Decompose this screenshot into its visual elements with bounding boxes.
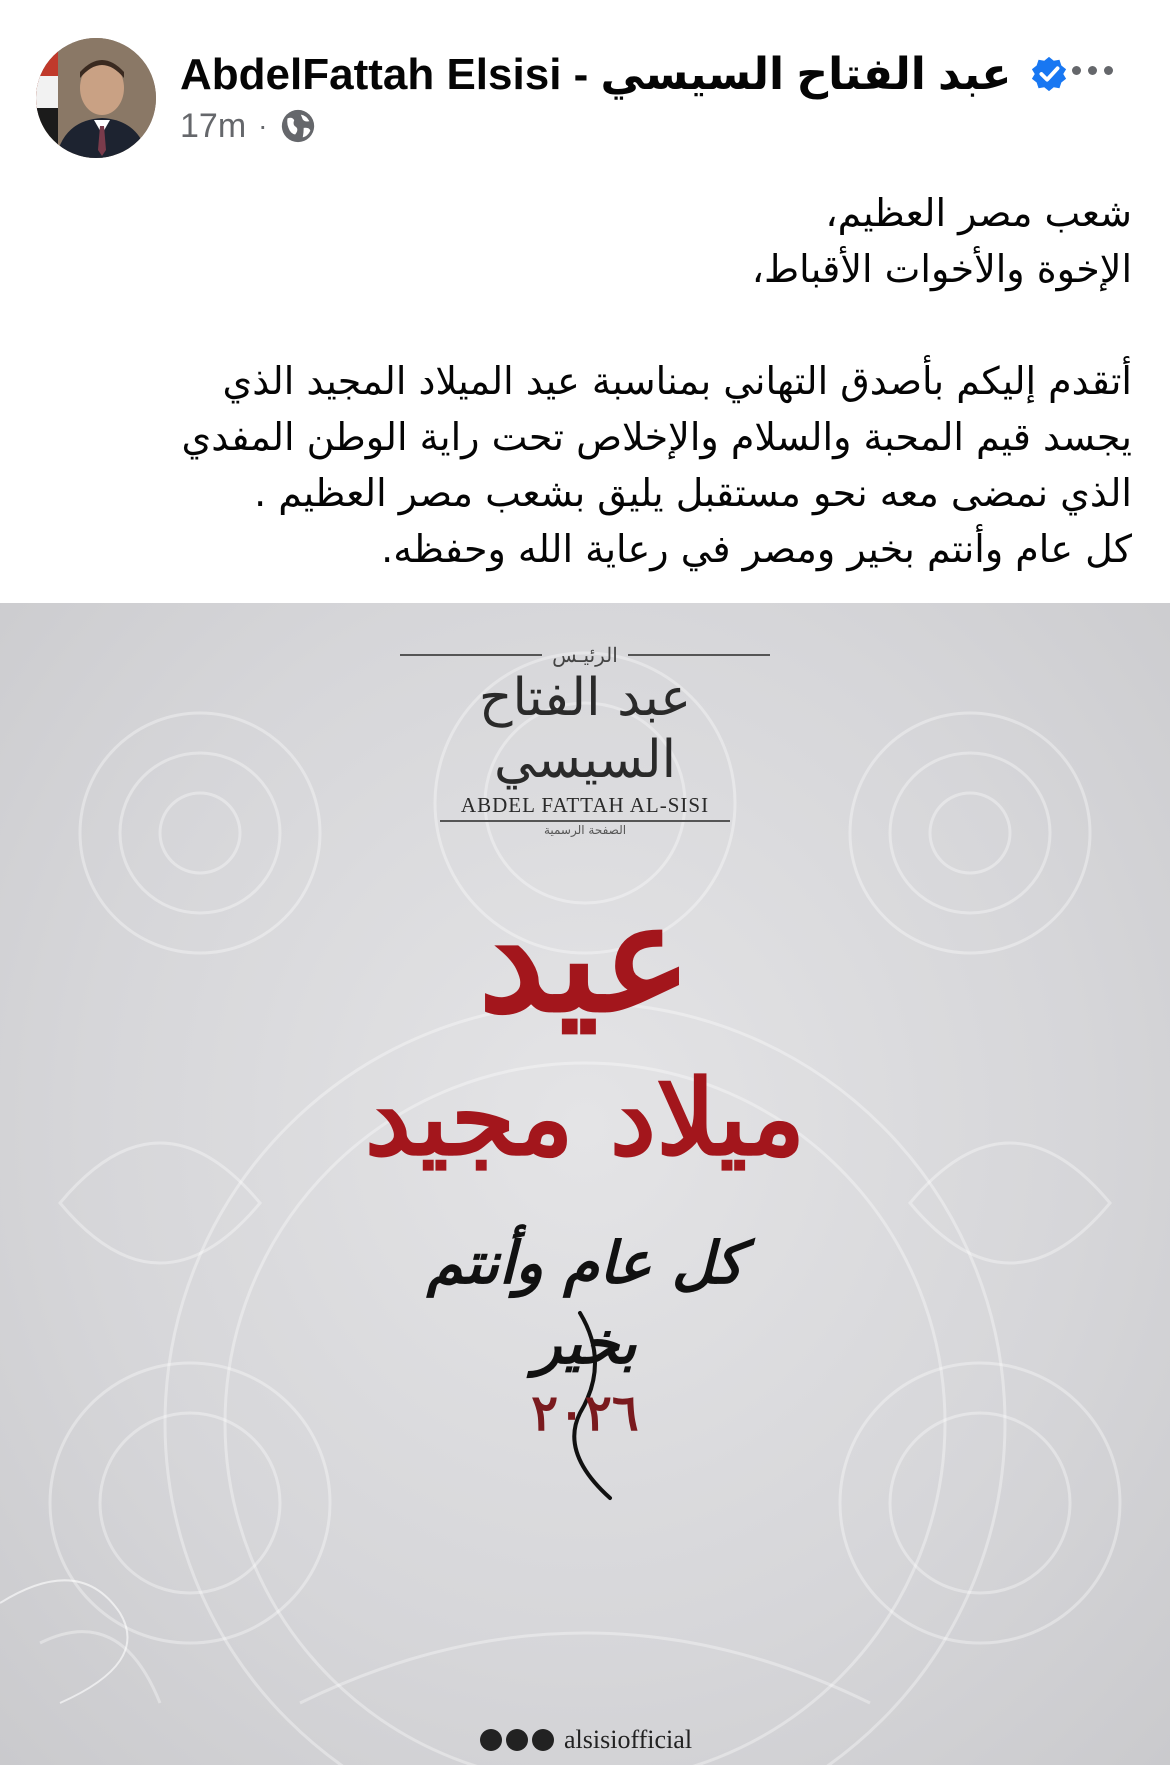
- eid-heading: عيد: [478, 870, 692, 1046]
- greeting-calligraphy: كل عام وأنتم بخير: [426, 1229, 744, 1377]
- page-logo: [400, 643, 770, 837]
- logo-subtitle: الصفحة الرسمية: [440, 820, 730, 837]
- post-image[interactable]: [0, 603, 1170, 1765]
- text-line: الإخوة والأخوات الأقباط،: [751, 247, 1132, 291]
- logo-title-row: [400, 643, 770, 667]
- logo-line: [400, 654, 542, 656]
- meta-separator: ·: [258, 110, 268, 141]
- social-icon: [532, 1729, 554, 1751]
- text-gap: [60, 297, 1132, 353]
- author-avatar[interactable]: [36, 38, 156, 158]
- author-line: [180, 42, 1040, 106]
- post-time[interactable]: 17m: [180, 106, 247, 145]
- avatar-image: [36, 38, 156, 158]
- text-line: يجسد قيم المحبة والسلام والإخلاص تحت راية الوطن المفدي: [181, 415, 1132, 459]
- text-line: الذي نمضى معه نحو مستقبل يليق بشعب مصر العظيم .: [254, 471, 1132, 515]
- text-line: أتقدم إليكم بأصدق التهاني بمناسبة عيد الميلاد المجيد الذي: [222, 359, 1132, 403]
- social-handle-text: alsisiofficial: [564, 1725, 693, 1754]
- text-line: شعب مصر العظيم،: [825, 191, 1132, 235]
- post-header: [0, 0, 1170, 170]
- social-icon: [506, 1729, 528, 1751]
- logo-line: [628, 654, 770, 656]
- logo-name-arabic: عبد الفتاح السيسي: [478, 668, 692, 790]
- social-handle: [480, 1723, 710, 1757]
- logo-title: الرئيـس: [552, 643, 618, 667]
- author-name[interactable]: AbdelFattah Elsisi - عبد الفتاح السيسي: [180, 49, 1012, 99]
- more-dot: [1088, 66, 1097, 75]
- text-line: كل عام وأنتم بخير ومصر في رعاية الله وحفظه.: [381, 527, 1132, 571]
- globe-icon[interactable]: [279, 107, 317, 145]
- logo-name-english: ABDEL FATTAH AL-SISI: [460, 793, 710, 817]
- post-meta: [180, 106, 317, 146]
- social-icon: [480, 1729, 502, 1751]
- eid-subheading: ميلاد مجيد: [364, 1056, 806, 1179]
- more-options-icon[interactable]: [1062, 52, 1122, 88]
- more-dot: [1104, 66, 1113, 75]
- post-text: [60, 185, 1132, 577]
- year-label: ٢٠٢٦: [531, 1383, 639, 1442]
- more-dot: [1072, 66, 1081, 75]
